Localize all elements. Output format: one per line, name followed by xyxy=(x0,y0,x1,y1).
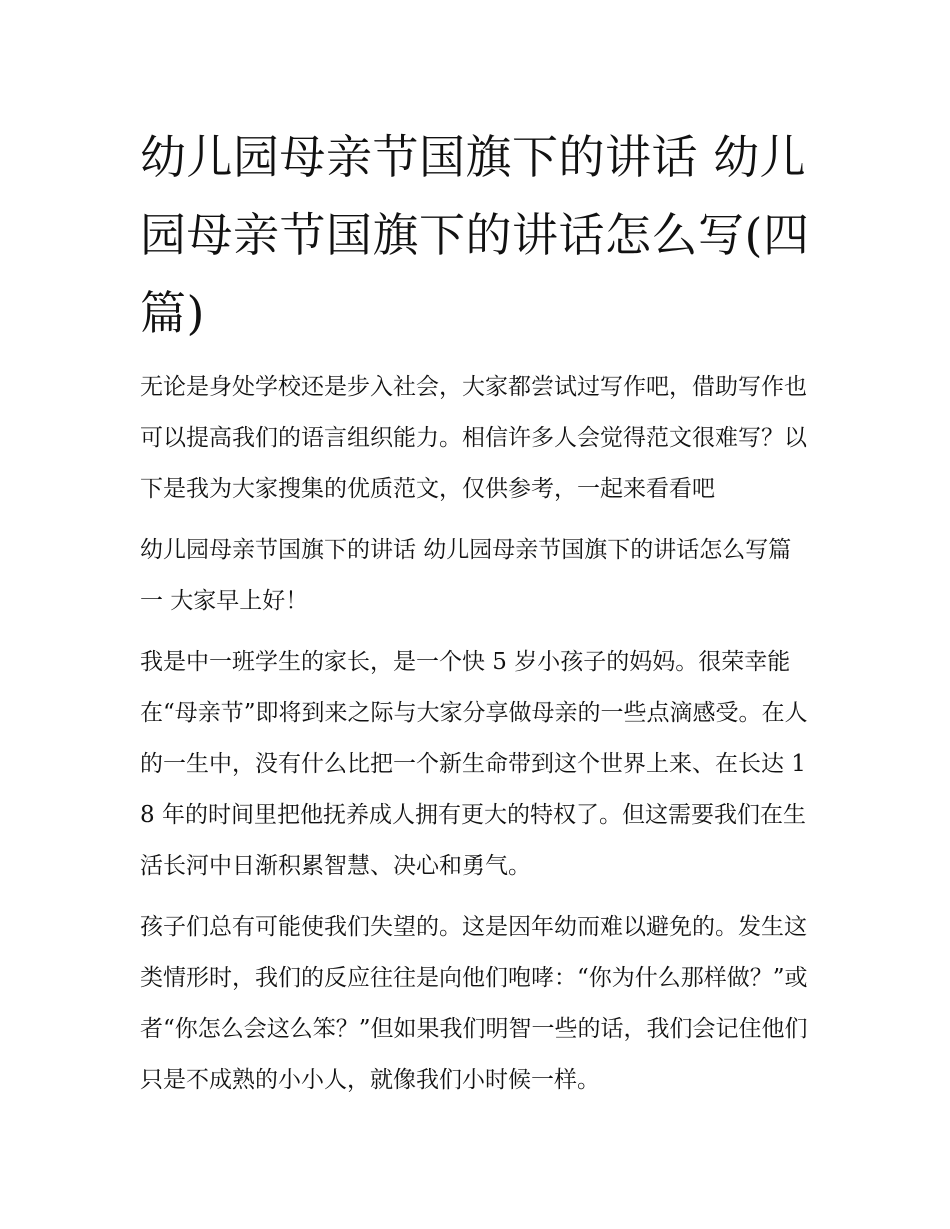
body-paragraph: 孩子们总有可能使我们失望的。这是因年幼而难以避免的。发生这类情形时，我们的反应往往是向他们咆哮：“你为什么那样做？”或者“你怎么会这么笨？”但如果我们明智一些的话，我们会记住他们只是不成熟的小小人，就像我们小时候一样。 xyxy=(140,914,808,1093)
document-title: 幼儿园母亲节国旗下的讲话 幼儿园母亲节国旗下的讲话怎么写(四篇) xyxy=(140,130,810,340)
section-heading-paragraph: 幼儿园母亲节国旗下的讲话 幼儿园母亲节国旗下的讲话怎么写篇一 大家早上好！ xyxy=(140,537,792,614)
document-content xyxy=(140,118,812,1106)
body-paragraph: 我是中一班学生的家长，是一个快 5 岁小孩子的妈妈。很荣幸能在“母亲节”即将到来之际与大家分享做母亲的一些点滴感受。在人的一生中，没有什么比把一个新生命带到这个世界上来、在长达 18 年的时间里把他抚养成人拥有更大的特权了。但这需要我们在生活长河中日渐积累智慧、决心和勇气。 xyxy=(140,649,808,879)
intro-paragraph: 无论是身处学校还是步入社会，大家都尝试过写作吧，借助写作也可以提高我们的语言组织能力。相信许多人会觉得范文很难写？以下是我为大家搜集的优质范文，仅供参考，一起来看看吧 xyxy=(140,374,807,502)
